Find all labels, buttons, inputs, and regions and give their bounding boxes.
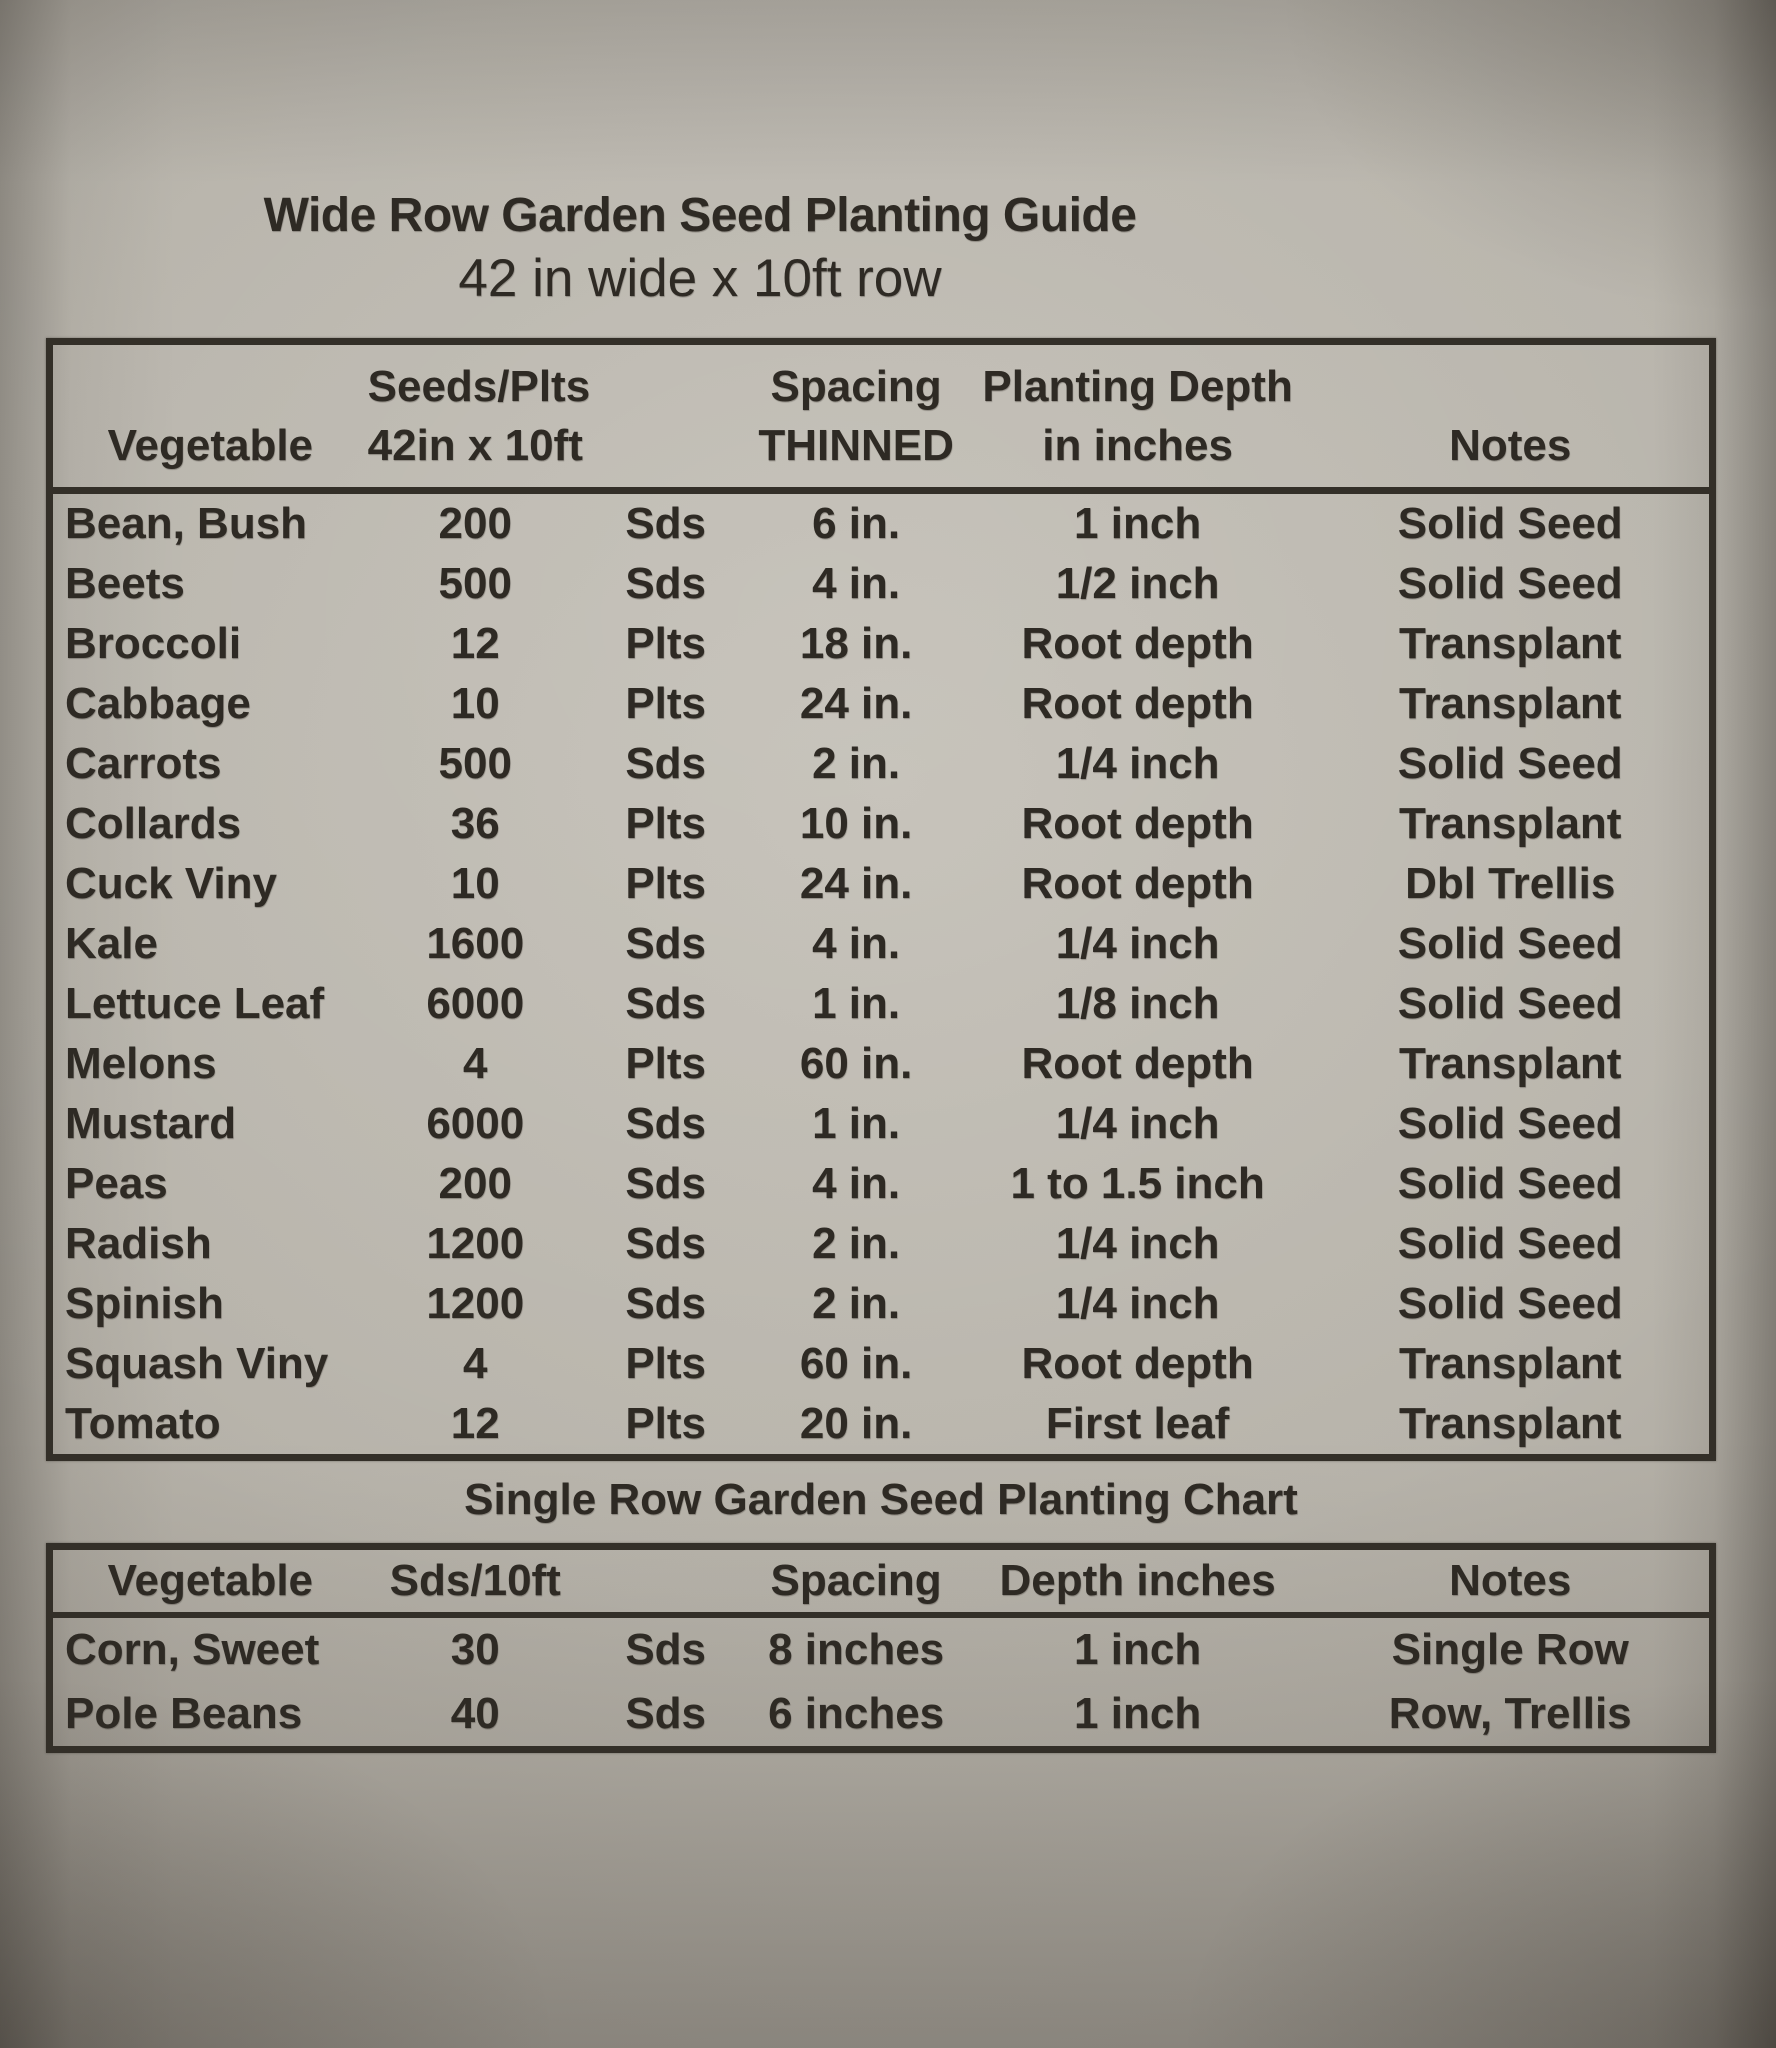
table-row xyxy=(53,794,1709,854)
cell-unit: Sds xyxy=(625,979,707,1029)
wide-row-table-body xyxy=(53,494,1709,1454)
column-header-vegetable xyxy=(53,359,368,477)
cell-unit: Plts xyxy=(625,1039,707,1089)
column-header-seeds-plts xyxy=(367,359,591,477)
cell-spacing: 20 in. xyxy=(799,1399,913,1449)
cell-qty: 1200 xyxy=(426,1219,525,1269)
cell-vegetable: Cuck Viny xyxy=(65,859,277,909)
cell-unit: Sds xyxy=(625,919,707,969)
cell-qty: 36 xyxy=(450,799,500,849)
cell-qty: 6000 xyxy=(426,1099,525,1149)
cell-qty: 1200 xyxy=(426,1279,525,1329)
cell-spacing: 4 in. xyxy=(812,559,901,609)
cell-vegetable: Collards xyxy=(65,799,242,849)
cell-notes: Transplant xyxy=(1398,619,1622,669)
cell-qty: 12 xyxy=(450,619,500,669)
cell-notes: Solid Seed xyxy=(1397,499,1623,549)
column-header-spacing-line1: Spacing xyxy=(770,362,942,412)
column-header-sds-10ft: Sds/10ft xyxy=(389,1556,561,1606)
cell-vegetable: Spinish xyxy=(65,1279,224,1329)
table-row xyxy=(53,494,1709,554)
cell-notes: Transplant xyxy=(1398,799,1622,849)
cell-qty: 500 xyxy=(438,559,512,609)
table-row xyxy=(53,734,1709,794)
cell-spacing: 10 in. xyxy=(799,799,913,849)
column-header-planting-depth xyxy=(964,359,1312,477)
table-row xyxy=(53,1154,1709,1214)
single-row-table xyxy=(46,1543,1716,1753)
table-row xyxy=(53,614,1709,674)
cell-spacing: 8 inches xyxy=(768,1625,945,1675)
cell-qty: 1600 xyxy=(426,919,525,969)
cell-notes: Transplant xyxy=(1398,1339,1622,1389)
column-header-seeds-line2: 42in x 10ft xyxy=(367,421,583,471)
cell-depth: Root depth xyxy=(1021,1039,1254,1089)
cell-unit: Plts xyxy=(625,619,707,669)
cell-unit: Sds xyxy=(625,1159,707,1209)
cell-notes: Solid Seed xyxy=(1397,1159,1623,1209)
cell-vegetable: Peas xyxy=(65,1159,168,1209)
cell-qty: 4 xyxy=(463,1339,488,1389)
page-title: Wide Row Garden Seed Planting Guide xyxy=(263,189,1137,242)
cell-unit: Plts xyxy=(625,1339,707,1389)
table-row xyxy=(53,974,1709,1034)
column-header-depth-inches: Depth inches xyxy=(999,1556,1276,1606)
single-row-table-header xyxy=(53,1550,1709,1618)
cell-qty: 6000 xyxy=(426,979,525,1029)
section-title: Single Row Garden Seed Planting Chart xyxy=(464,1475,1298,1525)
cell-depth: 1/8 inch xyxy=(1055,979,1220,1029)
cell-notes: Single Row xyxy=(1391,1625,1629,1675)
cell-depth: 1/2 inch xyxy=(1055,559,1220,609)
cell-depth: 1/4 inch xyxy=(1055,1279,1220,1329)
cell-spacing: 4 in. xyxy=(812,1159,901,1209)
cell-notes: Solid Seed xyxy=(1397,979,1623,1029)
cell-depth: 1 inch xyxy=(1074,499,1202,549)
cell-unit: Sds xyxy=(625,499,707,549)
cell-spacing: 1 in. xyxy=(812,979,901,1029)
cell-unit: Plts xyxy=(625,799,707,849)
cell-vegetable: Radish xyxy=(65,1219,212,1269)
cell-depth: Root depth xyxy=(1021,619,1254,669)
column-header-notes xyxy=(1312,359,1709,477)
cell-notes: Row, Trellis xyxy=(1388,1689,1632,1739)
cell-qty: 10 xyxy=(450,679,500,729)
table-row xyxy=(53,854,1709,914)
table-row xyxy=(53,1682,1709,1746)
cell-vegetable: Beets xyxy=(65,559,185,609)
cell-spacing: 6 in. xyxy=(812,499,901,549)
cell-spacing: 60 in. xyxy=(799,1339,913,1389)
cell-spacing: 24 in. xyxy=(799,679,913,729)
cell-depth: 1/4 inch xyxy=(1055,1099,1220,1149)
cell-notes: Solid Seed xyxy=(1397,739,1623,789)
cell-spacing: 4 in. xyxy=(812,919,901,969)
cell-depth: 1 inch xyxy=(1074,1625,1202,1675)
cell-notes: Solid Seed xyxy=(1397,1099,1623,1149)
cell-qty: 200 xyxy=(438,499,512,549)
column-header-unit xyxy=(583,1550,749,1612)
cell-vegetable: Carrots xyxy=(65,739,222,789)
column-header-notes-label: Notes xyxy=(1449,421,1572,471)
cell-vegetable: Mustard xyxy=(65,1099,237,1149)
cell-depth: 1/4 inch xyxy=(1055,1219,1220,1269)
cell-vegetable: Lettuce Leaf xyxy=(65,979,325,1029)
cell-vegetable: Broccoli xyxy=(65,619,242,669)
cell-unit: Sds xyxy=(625,1279,707,1329)
cell-qty: 10 xyxy=(450,859,500,909)
cell-notes: Transplant xyxy=(1398,1039,1622,1089)
table-row xyxy=(53,1394,1709,1454)
cell-vegetable: Melons xyxy=(65,1039,217,1089)
table-row xyxy=(53,1618,1709,1682)
cell-spacing: 18 in. xyxy=(799,619,913,669)
column-header-vegetable: Vegetable xyxy=(107,1556,314,1606)
cell-qty: 500 xyxy=(438,739,512,789)
cell-spacing: 2 in. xyxy=(812,739,901,789)
cell-spacing: 2 in. xyxy=(812,1219,901,1269)
cell-notes: Transplant xyxy=(1398,679,1622,729)
table-row xyxy=(53,1334,1709,1394)
cell-notes: Dbl Trellis xyxy=(1405,859,1616,909)
cell-unit: Sds xyxy=(625,739,707,789)
cell-qty: 40 xyxy=(450,1689,500,1739)
cell-depth: 1 inch xyxy=(1074,1689,1202,1739)
column-header-spacing-line2: THINNED xyxy=(758,421,954,471)
cell-unit: Sds xyxy=(625,1625,707,1675)
cell-spacing: 2 in. xyxy=(812,1279,901,1329)
cell-vegetable: Kale xyxy=(65,919,158,969)
cell-spacing: 6 inches xyxy=(768,1689,945,1739)
cell-depth: 1/4 inch xyxy=(1055,919,1220,969)
cell-unit: Sds xyxy=(625,1689,707,1739)
cell-vegetable: Corn, Sweet xyxy=(65,1625,320,1675)
column-header-depth-line2: in inches xyxy=(1042,421,1233,471)
cell-unit: Plts xyxy=(625,1399,707,1449)
cell-vegetable: Pole Beans xyxy=(65,1689,303,1739)
table-row xyxy=(53,914,1709,974)
cell-vegetable: Bean, Bush xyxy=(65,499,308,549)
table-row xyxy=(53,1094,1709,1154)
cell-spacing: 24 in. xyxy=(799,859,913,909)
cell-depth: 1 to 1.5 inch xyxy=(1010,1159,1265,1209)
cell-vegetable: Tomato xyxy=(65,1399,221,1449)
cell-depth: First leaf xyxy=(1045,1399,1230,1449)
column-header-unit xyxy=(583,359,749,477)
cell-unit: Sds xyxy=(625,1219,707,1269)
page-subtitle: 42 in wide x 10ft row xyxy=(458,249,942,308)
cell-spacing: 60 in. xyxy=(799,1039,913,1089)
table-row xyxy=(53,554,1709,614)
wide-row-table-header xyxy=(53,345,1709,494)
cell-depth: Root depth xyxy=(1021,679,1254,729)
column-header-vegetable-label: Vegetable xyxy=(107,421,314,471)
column-header-spacing: Spacing xyxy=(770,1556,942,1606)
cell-unit: Sds xyxy=(625,559,707,609)
cell-qty: 30 xyxy=(450,1625,500,1675)
cell-spacing: 1 in. xyxy=(812,1099,901,1149)
cell-depth: Root depth xyxy=(1021,859,1254,909)
cell-depth: Root depth xyxy=(1021,1339,1254,1389)
cell-notes: Solid Seed xyxy=(1397,1279,1623,1329)
cell-depth: Root depth xyxy=(1021,799,1254,849)
cell-vegetable: Squash Viny xyxy=(65,1339,329,1389)
table-row xyxy=(53,674,1709,734)
cell-notes: Solid Seed xyxy=(1397,919,1623,969)
column-header-spacing xyxy=(748,359,963,477)
cell-depth: 1/4 inch xyxy=(1055,739,1220,789)
wide-row-table xyxy=(46,338,1716,1461)
table-row xyxy=(53,1034,1709,1094)
column-header-notes: Notes xyxy=(1449,1556,1572,1606)
cell-unit: Plts xyxy=(625,679,707,729)
column-header-depth-line1: Planting Depth xyxy=(982,362,1293,412)
cell-qty: 200 xyxy=(438,1159,512,1209)
table-row xyxy=(53,1214,1709,1274)
column-header-seeds-line1: Seeds/Plts xyxy=(367,362,591,412)
cell-notes: Solid Seed xyxy=(1397,1219,1623,1269)
document-header xyxy=(0,0,1400,312)
cell-unit: Plts xyxy=(625,859,707,909)
cell-vegetable: Cabbage xyxy=(65,679,251,729)
cell-qty: 4 xyxy=(463,1039,488,1089)
cell-qty: 12 xyxy=(450,1399,500,1449)
single-row-table-body xyxy=(53,1618,1709,1746)
table-row xyxy=(53,1274,1709,1334)
cell-unit: Sds xyxy=(625,1099,707,1149)
cell-notes: Solid Seed xyxy=(1397,559,1623,609)
cell-notes: Transplant xyxy=(1398,1399,1622,1449)
